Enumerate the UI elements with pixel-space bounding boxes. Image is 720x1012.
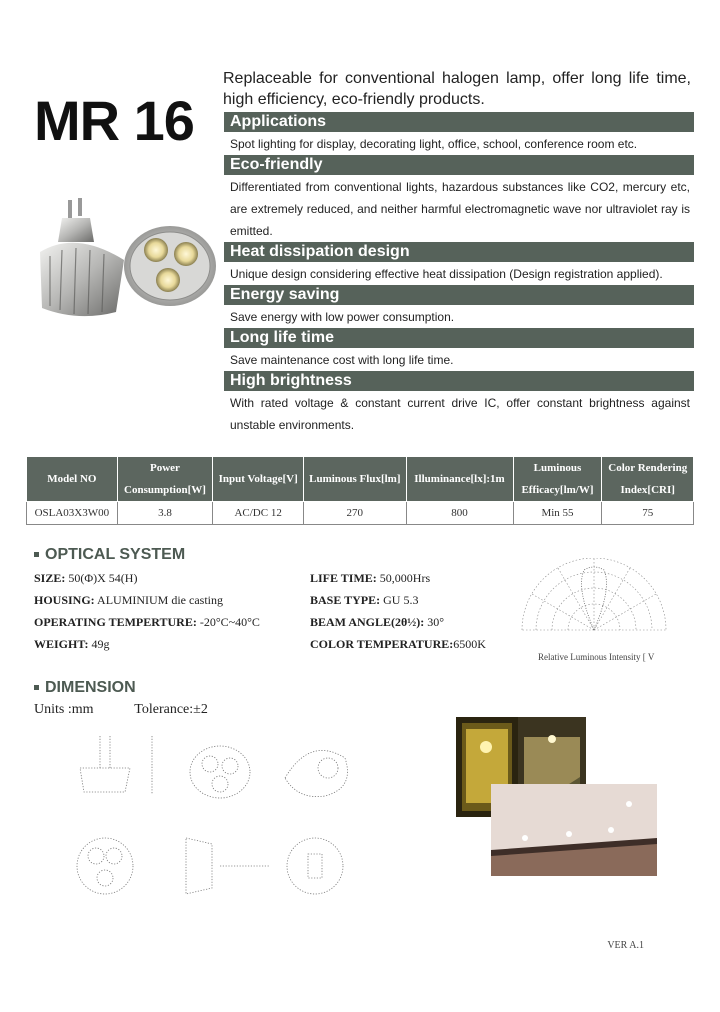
table-row — [27, 502, 694, 525]
section-body-heat-dissipation: Unique design considering effective heat dissipation (Design registration applied). — [230, 267, 663, 281]
bullet-icon — [34, 552, 39, 557]
optical-system-heading-text: OPTICAL SYSTEM — [45, 546, 186, 563]
dimension-heading — [34, 679, 136, 697]
page-title: MR 16 — [34, 89, 194, 152]
prop-base-type — [310, 593, 418, 608]
prop-color-temperature — [310, 637, 486, 652]
section-body-eco-friendly: Differentiated from conventional lights, hazardous substances like CO2, mercury etc, are extremely reduced, and neither harmful electromagnetic wave nor ultraviolet ray is emitted. — [230, 180, 690, 238]
prop-size — [34, 571, 137, 586]
product-lamp-image — [28, 190, 224, 330]
table-header: Luminous Efficacy[lm/W] — [513, 457, 602, 502]
section-body-long-life: Save maintenance cost with long life time. — [230, 353, 454, 367]
optical-system-heading — [34, 546, 185, 564]
prop-value: ALUMINIUM die casting — [94, 593, 224, 607]
dimension-drawings — [70, 728, 370, 908]
prop-housing — [34, 593, 223, 608]
section-heading-applications: Applications — [224, 112, 694, 132]
prop-label: WEIGHT: — [34, 637, 89, 651]
table-header: Illuminance[lx]:1m — [406, 457, 513, 502]
prop-label: HOUSING: — [34, 593, 95, 607]
prop-label: OPERATING TEMPERTURE: — [34, 615, 197, 629]
prop-label: BASE TYPE: — [310, 593, 381, 607]
bullet-icon — [34, 685, 39, 690]
version-label: VER A.1 — [607, 940, 644, 951]
table-cell: Min 55 — [513, 502, 602, 525]
prop-beam-angle — [310, 615, 444, 630]
prop-value: 50(Φ)X 54(H) — [65, 571, 138, 585]
prop-operating-temperature — [34, 615, 260, 630]
section-body-applications: Spot lighting for display, decorating light, office, school, conference room etc. — [230, 137, 638, 151]
prop-value: 50,000Hrs — [376, 571, 431, 585]
dimension-units — [34, 702, 208, 718]
spec-table — [26, 456, 694, 525]
table-cell: 3.8 — [117, 502, 213, 525]
prop-label: BEAM ANGLE(2θ½): — [310, 615, 425, 629]
table-header: Luminous Flux[lm] — [304, 457, 406, 502]
installation-photo-ceiling — [491, 784, 657, 876]
intro-text: Replaceable for conventional halogen lamp, offer long life time, high efficiency, eco-friendly products. — [223, 70, 691, 108]
table-cell: 270 — [304, 502, 406, 525]
section-heading-long-life: Long life time — [224, 328, 694, 348]
table-cell: 800 — [406, 502, 513, 525]
table-header: Input Voltage[V] — [213, 457, 304, 502]
dimension-heading-text: DIMENSION — [45, 679, 136, 696]
prop-value: -20°C~40°C — [196, 615, 260, 629]
section-heading-heat-dissipation: Heat dissipation design — [224, 242, 694, 262]
prop-weight — [34, 637, 109, 652]
table-header: Color Rendering Index[CRI] — [602, 457, 694, 502]
prop-life-time — [310, 571, 430, 586]
section-heading-high-brightness: High brightness — [224, 371, 694, 391]
prop-value: GU 5.3 — [380, 593, 419, 607]
table-header: Power Consumption[W] — [117, 457, 213, 502]
section-heading-eco-friendly: Eco-friendly — [224, 155, 694, 175]
section-body-high-brightness: With rated voltage & constant current drive IC, offer constant brightness against unstable environments. — [230, 396, 690, 432]
prop-label: LIFE TIME: — [310, 571, 377, 585]
section-heading-energy-saving: Energy saving — [224, 285, 694, 305]
table-header: Model NO — [27, 457, 118, 502]
prop-label: SIZE: — [34, 571, 66, 585]
prop-value: 49g — [88, 637, 110, 651]
tolerance-label: Tolerance:±2 — [134, 702, 208, 717]
units-label: Units :mm — [34, 702, 94, 717]
section-body-energy-saving: Save energy with low power consumption. — [230, 310, 455, 324]
prop-value: 30° — [424, 615, 445, 629]
table-cell: AC/DC 12 — [213, 502, 304, 525]
spec-table-header-row — [27, 457, 694, 502]
table-cell: 75 — [602, 502, 694, 525]
diagram-caption: Relative Luminous Intensity [ V — [538, 652, 655, 662]
prop-value: 6500K — [453, 637, 486, 651]
table-cell: OSLA03X3W00 — [27, 502, 118, 525]
prop-label: COLOR TEMPERATURE: — [310, 637, 454, 651]
